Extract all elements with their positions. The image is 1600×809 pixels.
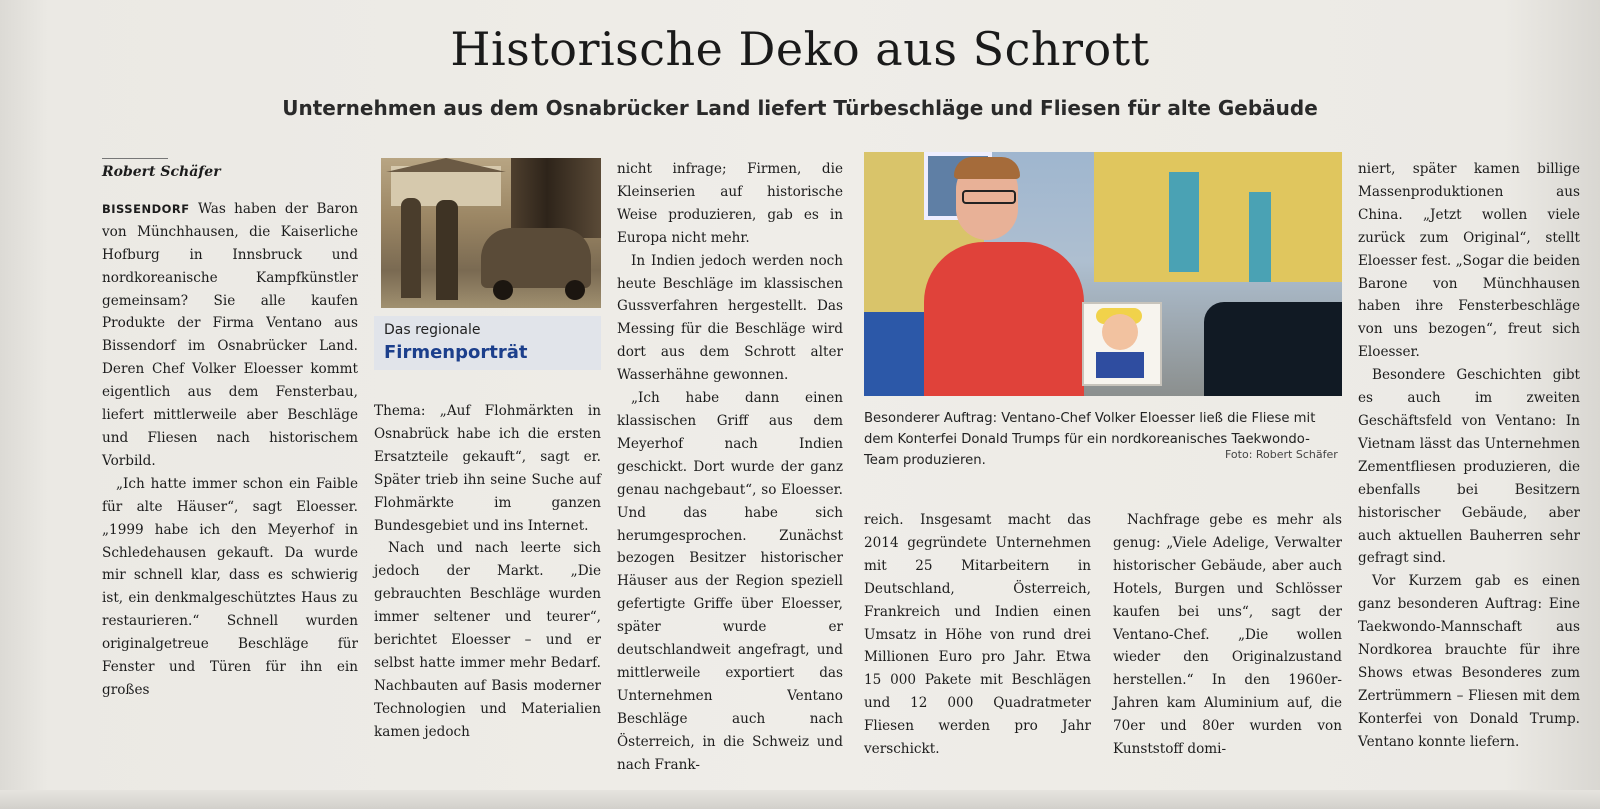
photo-vehicle-shape xyxy=(481,228,591,288)
paragraph: Nachfrage gebe es mehr als genug: „Viele Adelige, Verwalter historischer Gebäude, aber auch Hotels, Burgen und Schlösser kaufen bei uns“, sagt der Ventano-Chef. „Die wollen wieder den Originalzustand herstellen.“ In den 1960er-Jahren kam Aluminium auf, die 70er und 80er wurden von Kunststoff domi- xyxy=(1113,512,1342,758)
subheadline: Unternehmen aus dem Osnabrücker Land liefert Türbeschläge und Fliesen für alte Gebäude xyxy=(282,96,1318,120)
photo-roof-shape xyxy=(386,158,506,172)
paragraph: Besondere Geschichten gibt es auch im zweiten Geschäftsfeld von Ventano: In Vietnam lässt das Unternehmen Zementfliesen produzieren, die ebenfalls bei Besitzern historischer Gebäude, aber auch aktuellen Bauherren sehr gefragt sind. xyxy=(1358,367,1580,567)
feature-box-kicker: Das regionale xyxy=(384,322,481,338)
article-column-2 xyxy=(374,400,601,744)
paragraph: Vor Kurzem gab es einen ganz besonderen Auftrag: Eine Taekwondo-Mannschaft aus Nordkorea brauchte für ihre Shows etwas Besonderes zum Zertrümmern – Fliesen mit dem Konterfei von Donald Trump. Ventano konnte liefern. xyxy=(1358,573,1580,750)
portrait-photo xyxy=(864,152,1342,396)
article-column-6 xyxy=(1358,158,1580,754)
photo-tree-shape xyxy=(511,158,601,238)
photo-tile-face-shape xyxy=(1102,314,1138,350)
photo-glasses-shape xyxy=(962,190,1016,204)
author-byline: Robert Schäfer xyxy=(102,164,221,180)
author-rule xyxy=(102,158,168,159)
photo-tile-suit-shape xyxy=(1096,352,1144,378)
dateline: BISSENDORF xyxy=(102,201,190,216)
paragraph: reich. Insgesamt macht das 2014 gegründete Unternehmen mit 25 Mitarbeitern in Deutschland, Österreich, Frankreich und Indien einen Umsatz in Höhe von rund drei Millionen Euro pro Jahr. Etwa 15 000 Pakete mit Beschlägen und 12 000 Quadratmeter Fliesen werden pro Jahr verschickt. xyxy=(864,512,1091,758)
feature-box xyxy=(374,316,601,370)
photo-door-shape xyxy=(1249,192,1271,282)
paragraph: nicht infrage; Firmen, die Kleinserien auf historische Weise produzieren, gab es in Europa nicht mehr. xyxy=(617,161,843,246)
photo-wheel-shape xyxy=(493,280,513,300)
photo-wheel-shape xyxy=(565,280,585,300)
paragraph: „Ich habe dann einen klassischen Griff aus dem Meyerhof nach Indien geschickt. Dort wurde der ganz genau nachgebaut“, so Eloesser. Und das habe sich herumgesprochen. Zunächst bezogen Besitzer historischer Häuser aus der Region speziell gefertigte Griffe über Eloesser, später wurde er deutschlandweit angefragt, und mittlerweile exportiert das Unternehmen Ventano Beschläge auch nach Österreich, in die Schweiz und nach Frank- xyxy=(617,390,843,773)
headline: Historische Deko aus Schrott xyxy=(450,22,1150,76)
paragraph: Nach und nach leerte sich jedoch der Markt. „Die gebrauchten Beschläge wurden immer seltener und teurer“, berichtet Eloesser – und er selbst hatte immer mehr Bedarf. Nachbauten auf Basis moderner Technologien und Materialien kamen jedoch xyxy=(374,540,601,740)
photo-caption: Besonderer Auftrag: Ventano-Chef Volker Eloesser ließ die Fliese mit dem Konterfei Donald Trumps für ein nordkoreanisches Taekwondo-Team produzieren. xyxy=(864,411,1316,468)
paragraph: Thema: „Auf Flohmärkten in Osnabrück habe ich die ersten Ersatzteile gekauft“, sagt er. Später trieb ihn seine Suche auf Flohmärkte im ganzen Bundesgebiet und ins Internet. xyxy=(374,403,601,534)
article-column-5 xyxy=(1113,509,1342,761)
photo-person-shape xyxy=(436,200,458,300)
photo-hair-shape xyxy=(954,157,1020,179)
historic-photo xyxy=(381,158,601,308)
photo-person-shape xyxy=(924,242,1084,396)
photo-building-shape xyxy=(1094,152,1342,282)
article-column-4 xyxy=(864,509,1091,761)
photo-car-shape xyxy=(1204,302,1342,396)
photo-person-shape xyxy=(401,198,421,298)
paragraph: BISSENDORF Was haben der Baron von Münchhausen, die Kaiserliche Hofburg in Innsbruck und nordkoreanische Kampfkünstler gemeinsam? Sie alle kaufen Produkte der Firma Ventano aus Bissendorf im Osnabrücker Land. Deren Chef Volker Eloesser kommt eigentlich aus dem Fensterbau, liefert mittlerweile aber Beschläge und Fliesen nach historischem Vorbild. xyxy=(102,200,358,469)
feature-box-title: Firmenporträt xyxy=(384,342,528,363)
paragraph: niert, später kamen billige Massenproduktionen aus China. „Jetzt wollen viele zurück zum Original“, stellt Eloesser fest. „Sogar die beiden Barone von Münchhausen haben ihre Fensterbeschläge von uns bezogen“, freut sich Eloesser. xyxy=(1358,161,1580,361)
paragraph: In Indien jedoch werden noch heute Beschläge im klassischen Gussverfahren hergestellt. Das Messing für die Beschläge wird dort aus dem Schrott alter Wasserhähne gewonnen. xyxy=(617,252,843,384)
page-edge xyxy=(0,790,1600,809)
photo-credit: Foto: Robert Schäfer xyxy=(1225,448,1338,461)
photo-door-shape xyxy=(1169,172,1199,272)
article-column-3 xyxy=(617,158,843,776)
paragraph: „Ich hatte immer schon ein Faible für alte Häuser“, sagt Eloesser. „1999 habe ich den Meyerhof in Schledehausen gekauft. Da wurde mir schnell klar, dass es schwierig ist, ein denkmalgeschütztes Haus zu restaurieren.“ Schnell wurden originalgetreue Beschläge für Fenster und Türen für ihn ein großes xyxy=(102,475,358,698)
article-column-1 xyxy=(102,158,358,702)
